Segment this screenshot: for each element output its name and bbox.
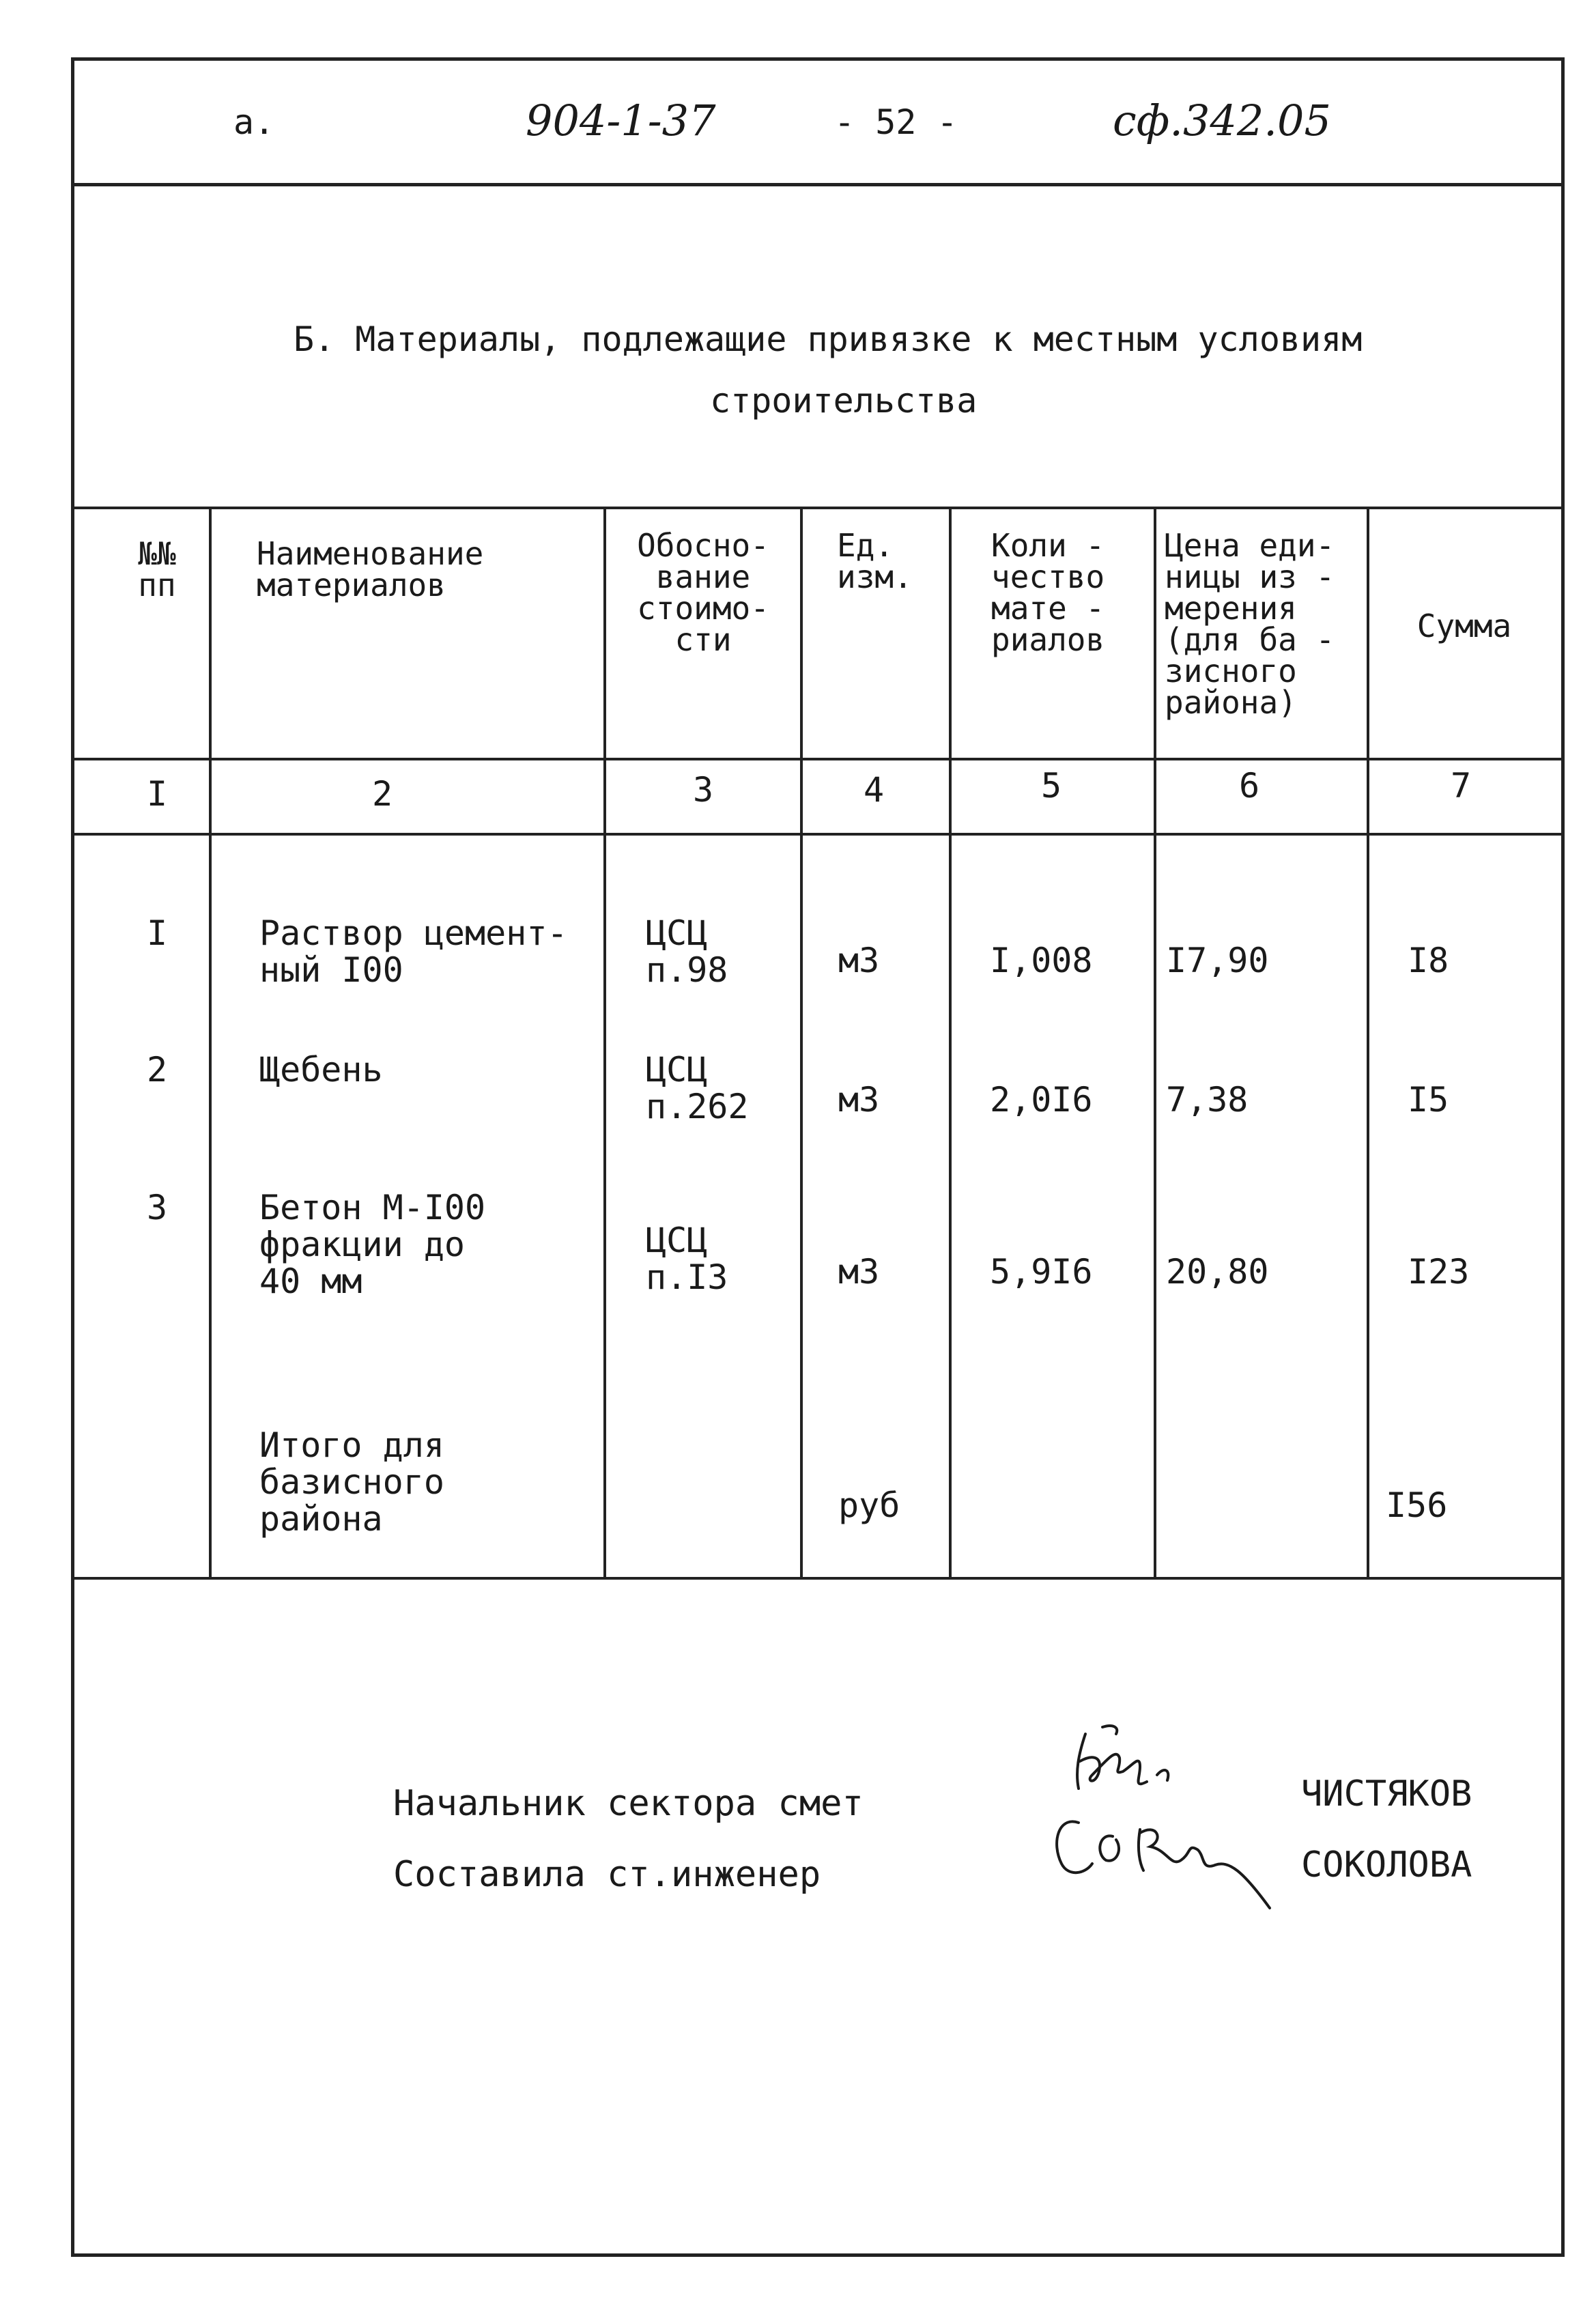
sum: I8: [1408, 941, 1449, 980]
header-rule: [71, 183, 1565, 186]
section-title-line1: Б. Материалы, подлежащие привязке к местным условиям: [294, 319, 1363, 359]
total-label: Итого для базисного района: [259, 1425, 444, 1539]
signature-chistyakov: [1077, 1726, 1168, 1789]
column-number: 3: [692, 770, 714, 810]
cost-basis: ЦСЦ п.98: [646, 913, 728, 990]
series-number: 904-1-37: [526, 96, 716, 145]
column-divider: [1367, 507, 1369, 1577]
quantity: I,008: [990, 941, 1093, 980]
header-bottom-rule: [71, 758, 1565, 760]
signatory-name: ЧИСТЯКОВ: [1301, 1774, 1472, 1814]
material-name: Щебень: [259, 1050, 383, 1090]
header-prefix: а.: [233, 102, 275, 142]
header-unit: Ед. изм.: [837, 527, 913, 595]
cost-basis: ЦСЦ п.I3: [646, 1221, 728, 1297]
unit-price: 20,80: [1166, 1252, 1269, 1292]
unit: м3: [838, 941, 880, 980]
row-number: I: [146, 913, 168, 953]
material-name: Раствор цемент- ный I00: [259, 913, 568, 990]
total-sum: I56: [1386, 1485, 1448, 1525]
table-top-rule: [71, 507, 1565, 509]
column-number: 5: [1040, 766, 1062, 806]
column-number: 7: [1450, 766, 1472, 806]
material-name: Бетон М-I00 фракции до 40 мм: [259, 1188, 486, 1301]
sum: I23: [1408, 1252, 1470, 1292]
header-basis: Обосно- вание стоимо- сти: [637, 527, 769, 658]
unit-price: I7,90: [1166, 941, 1269, 980]
section-title-line2: строительства: [710, 381, 978, 421]
total-unit: руб: [838, 1485, 900, 1525]
row-number: 2: [146, 1050, 168, 1090]
column-number-rule: [71, 833, 1565, 836]
column-number: 6: [1238, 766, 1260, 806]
cost-basis: ЦСЦ п.262: [646, 1050, 749, 1126]
column-divider: [949, 507, 952, 1577]
column-number: 2: [371, 774, 393, 814]
header-price: Цена еди- ницы из - мерения (для ба - зисного района): [1165, 527, 1335, 721]
unit-price: 7,38: [1166, 1080, 1249, 1120]
document-code: сф.342.05: [1113, 96, 1331, 145]
sum: I5: [1408, 1080, 1449, 1120]
handwritten-signatures: [1038, 1707, 1311, 1911]
signatory-name: СОКОЛОВА: [1301, 1845, 1472, 1885]
header-name: Наименование материалов: [257, 535, 484, 603]
signature-sokolova: [1057, 1821, 1270, 1908]
column-divider: [800, 507, 803, 1577]
page-number: - 52 -: [834, 102, 958, 142]
signatory-role: Начальник сектора смет: [393, 1783, 864, 1824]
column-divider: [209, 507, 212, 1577]
unit: м3: [838, 1252, 880, 1292]
signatory-role: Составила ст.инженер: [393, 1854, 821, 1895]
header-no: №№ пп: [138, 535, 176, 603]
column-number: I: [146, 774, 168, 814]
table-bottom-rule: [71, 1577, 1565, 1580]
column-divider: [1154, 507, 1156, 1577]
header-quantity: Коли - чество мате - риалов: [991, 527, 1105, 658]
header-sum: Сумма: [1416, 608, 1512, 644]
quantity: 2,0I6: [990, 1080, 1093, 1120]
row-number: 3: [146, 1188, 168, 1227]
unit: м3: [838, 1080, 880, 1120]
column-number: 4: [863, 770, 885, 810]
column-divider: [603, 507, 606, 1577]
quantity: 5,9I6: [990, 1252, 1093, 1292]
